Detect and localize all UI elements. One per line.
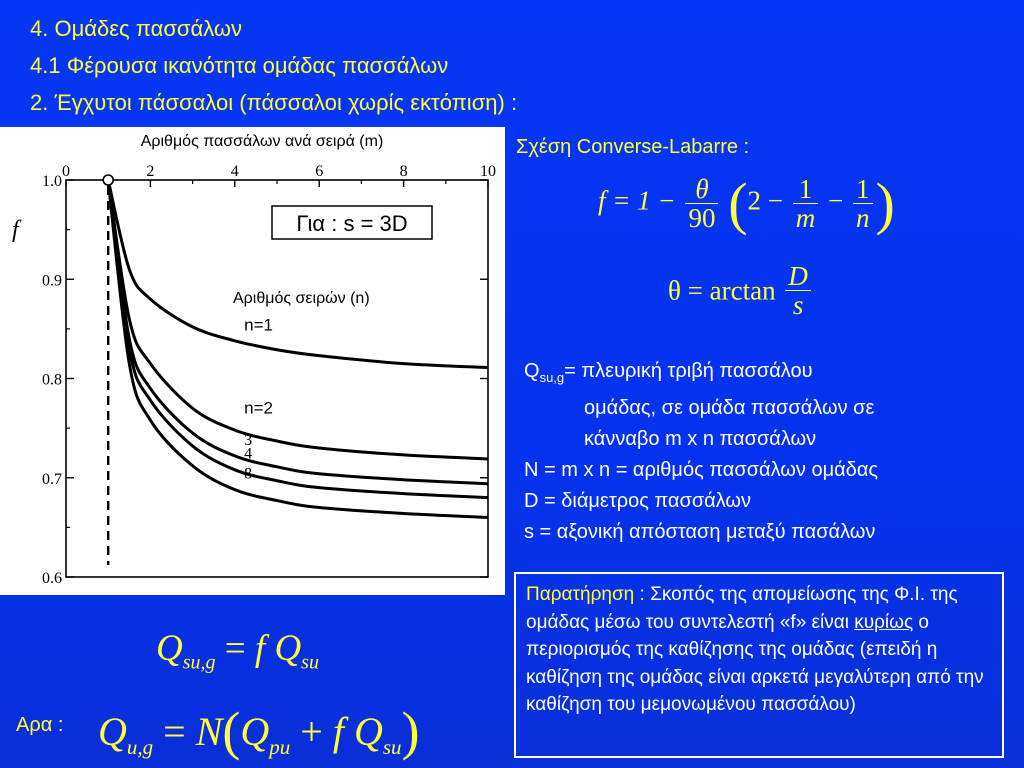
slide-section-heading: 2. Έγχυτοι πάσσαλοι (πάσσαλοι χωρίς εκτόπιση) :	[30, 90, 518, 115]
note-label: Παρατήρηση :	[526, 584, 645, 605]
group-skin-friction-formula	[156, 627, 319, 674]
equals: =	[224, 628, 246, 669]
relation-label: Σχέση Converse-Labarre :	[516, 136, 750, 158]
close-paren: )	[875, 171, 895, 236]
open-paren-2: (	[222, 701, 241, 761]
y-axis-label: f	[12, 217, 19, 243]
def-q-line2: ομάδας, σε ομάδα πασσάλων σε	[584, 397, 875, 419]
y-tick-label: 0.6	[42, 570, 62, 587]
series-label-1: n=1	[244, 315, 273, 335]
q-subscript: su,g	[539, 370, 565, 385]
y-tick-label: 1.0	[42, 173, 62, 190]
n-factor: N	[195, 709, 223, 754]
x-tick-label: 2	[146, 163, 155, 180]
q-su: Q	[274, 628, 302, 669]
y-tick-label: 0.7	[42, 470, 62, 488]
theta-over-90	[685, 175, 718, 233]
open-paren: (	[728, 171, 748, 236]
def-q	[524, 356, 878, 393]
u-g-sub: u,g	[126, 735, 154, 759]
d-over-s	[785, 262, 811, 320]
theta-eq-arctan: θ = arctan	[668, 275, 776, 306]
x-tick-label: 8	[399, 163, 408, 180]
series-labels	[244, 316, 273, 483]
legend-title: Αριθμός σειρών (n)	[233, 290, 370, 307]
n-den: n	[856, 203, 870, 233]
q-main: Q	[156, 628, 183, 669]
x-tick-label: 6	[315, 163, 324, 180]
q-text: = πλευρική τριβή πασσάλου	[564, 360, 813, 382]
box-label: Για : s = 3D	[296, 211, 408, 236]
s-den: s	[792, 290, 804, 321]
q-pu: Q	[240, 709, 270, 754]
definitions	[524, 356, 878, 548]
efficiency-chart	[0, 127, 505, 595]
su-sub-2: su	[382, 735, 402, 759]
f-factor-2: f	[332, 709, 344, 754]
f-symbol: f = 1 −	[598, 185, 676, 216]
start-marker	[103, 175, 113, 185]
f-factor: f	[254, 628, 266, 669]
x-tick-label: 4	[230, 163, 239, 180]
one-num-m: 1	[793, 175, 819, 204]
y-tick-label: 0.9	[42, 272, 62, 290]
chart-panel	[0, 127, 505, 595]
series-label-5: 8	[244, 465, 253, 483]
equals-2: =	[163, 709, 186, 754]
theta-formula	[668, 262, 814, 320]
series-label-4: 4	[244, 445, 253, 463]
note-text-1: Σκοπός της απομείωσης της Φ.Ι. της ομάδας μέσω του συντελεστή «f» είναι	[526, 584, 958, 633]
one-num-n: 1	[853, 175, 873, 204]
note-box	[514, 572, 1004, 758]
x-tick-label: 10	[480, 163, 496, 180]
theta-num: θ	[695, 173, 709, 204]
def-q-line3: κάνναβο m x n πασσάλων	[584, 428, 817, 450]
series-label-2: n=2	[244, 398, 273, 418]
chart-title: Αριθμός πασσάλων ανά σειρά (m)	[140, 133, 384, 150]
one-over-m	[793, 175, 819, 233]
one-over-n	[853, 175, 873, 233]
d-num: D	[788, 261, 808, 291]
m-den: m	[795, 203, 816, 233]
q-ug: Q	[98, 709, 127, 754]
slide-subtitle: 4.1 Φέρουσα ικανότητα ομάδας πασσάλων	[30, 53, 449, 78]
plus-sign: +	[300, 709, 323, 754]
note-text-2: ο περιορισμός της καθίζησης της ομάδας (επειδή η καθίζηση της ομάδας είναι αρκετά μεγαλύτερη από την καθίζηση του μεμονωμένου πασσάλου)	[526, 611, 984, 715]
note-underlined: κυρίως	[854, 611, 914, 633]
minus-sign: −	[828, 185, 844, 216]
two-minus: 2 −	[747, 185, 784, 216]
converse-labarre-formula	[598, 170, 895, 237]
q-symbol: Q	[524, 360, 540, 382]
slide-title: 4. Ομάδες πασσάλων	[30, 16, 243, 41]
x-tick-label: 0	[62, 163, 70, 180]
ninety-den: 90	[688, 203, 716, 233]
series-label-3: 3	[244, 432, 253, 450]
su-sub: su	[301, 651, 319, 674]
group-capacity-formula	[98, 700, 420, 762]
y-tick-label: 0.8	[42, 371, 62, 389]
def-n: N = m x n = αριθμός πασσάλων ομάδας	[524, 459, 879, 481]
close-paren-2: )	[401, 701, 420, 761]
ara-label: Αρα :	[16, 714, 64, 736]
su-g-sub: su,g	[182, 651, 216, 674]
q-su-2: Q	[353, 709, 383, 754]
pu-sub: pu	[269, 735, 291, 759]
def-d: D = διάμετρος πασσάλων	[524, 490, 752, 512]
def-s: s = αξονική απόσταση μεταξύ πασάλων	[524, 521, 876, 543]
